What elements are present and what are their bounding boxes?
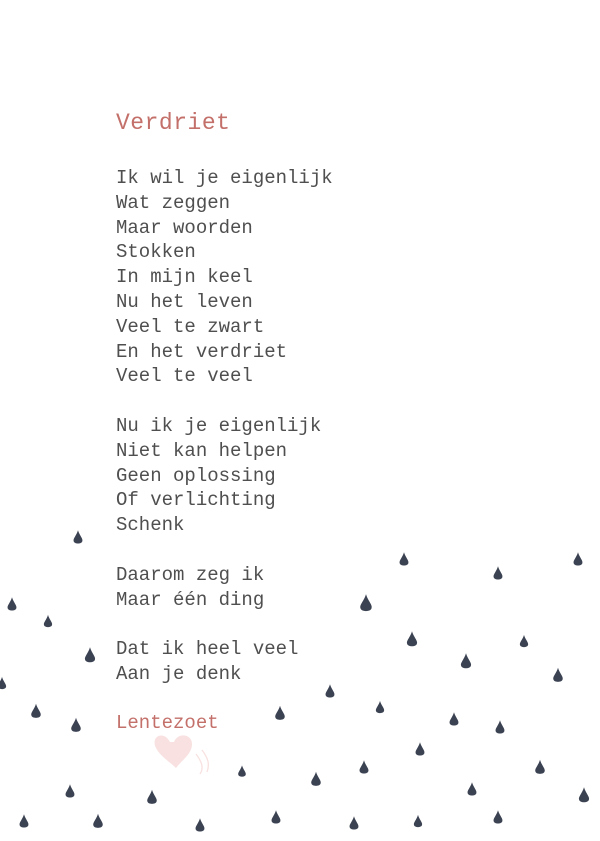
poem-body	[116, 166, 333, 712]
raindrop-icon	[416, 742, 425, 755]
stanza-1	[116, 166, 333, 389]
raindrop-icon	[468, 782, 477, 795]
raindrop-icon	[71, 718, 81, 732]
stanza-2	[116, 414, 333, 538]
poem-line: Schenk	[116, 514, 185, 537]
poem-line: En het verdriet	[116, 340, 288, 363]
raindrop-icon	[85, 647, 95, 662]
raindrop-icon	[272, 810, 281, 823]
poem-line: Daarom zeg ik	[116, 563, 265, 586]
poem-line: In mijn keel	[116, 266, 253, 289]
poem-line: Veel te zwart	[116, 315, 265, 338]
raindrop-icon	[376, 701, 384, 713]
raindrop-icon	[494, 810, 503, 823]
raindrop-icon	[461, 653, 471, 668]
raindrop-icon	[0, 677, 6, 689]
raindrop-icon	[196, 818, 205, 831]
raindrop-icon	[520, 635, 528, 647]
raindrop-icon	[350, 816, 359, 829]
poem-line: Veel te veel	[116, 365, 253, 388]
stanza-4	[116, 637, 333, 687]
raindrop-icon	[450, 712, 459, 725]
poem-line: Nu ik je eigenlijk	[116, 414, 322, 437]
raindrop-icon	[407, 631, 417, 646]
raindrop-icon	[494, 566, 503, 579]
stanza-3	[116, 563, 333, 613]
poem-line: Maar woorden	[116, 216, 253, 239]
raindrop-icon	[414, 815, 422, 827]
raindrop-icon	[147, 790, 157, 804]
signature: Lentezoet	[116, 712, 219, 734]
raindrop-icon	[8, 597, 17, 610]
raindrop-icon	[360, 594, 371, 611]
raindrop-icon	[311, 772, 321, 786]
raindrop-icon	[579, 787, 589, 802]
raindrop-icon	[66, 784, 75, 797]
raindrop-icon	[400, 552, 409, 565]
poem-line: Niet kan helpen	[116, 439, 288, 462]
poem-line: Of verlichting	[116, 489, 276, 512]
raindrop-icon	[553, 668, 563, 682]
poem-line: Ik wil je eigenlijk	[116, 167, 333, 189]
poem-line: Wat zeggen	[116, 191, 231, 214]
poem-line: Dat ik heel veel	[116, 638, 299, 661]
raindrop-icon	[574, 552, 583, 565]
heart-doodle-icon	[150, 728, 214, 776]
poem-line: Nu het leven	[116, 290, 253, 313]
raindrop-icon	[238, 765, 246, 776]
poem-line: Geen oplossing	[116, 464, 276, 487]
raindrop-icon	[74, 530, 83, 543]
raindrop-icon	[20, 814, 29, 827]
raindrop-icon	[496, 720, 505, 733]
poem-line: Stokken	[116, 241, 196, 264]
poem-title: Verdriet	[116, 110, 231, 136]
raindrop-icon	[360, 760, 369, 773]
raindrop-icon	[31, 704, 41, 718]
raindrop-icon	[535, 760, 545, 774]
raindrop-icon	[93, 814, 103, 828]
raindrop-icon	[44, 615, 52, 627]
poem-line: Aan je denk	[116, 662, 242, 685]
poem-line: Maar één ding	[116, 588, 265, 611]
